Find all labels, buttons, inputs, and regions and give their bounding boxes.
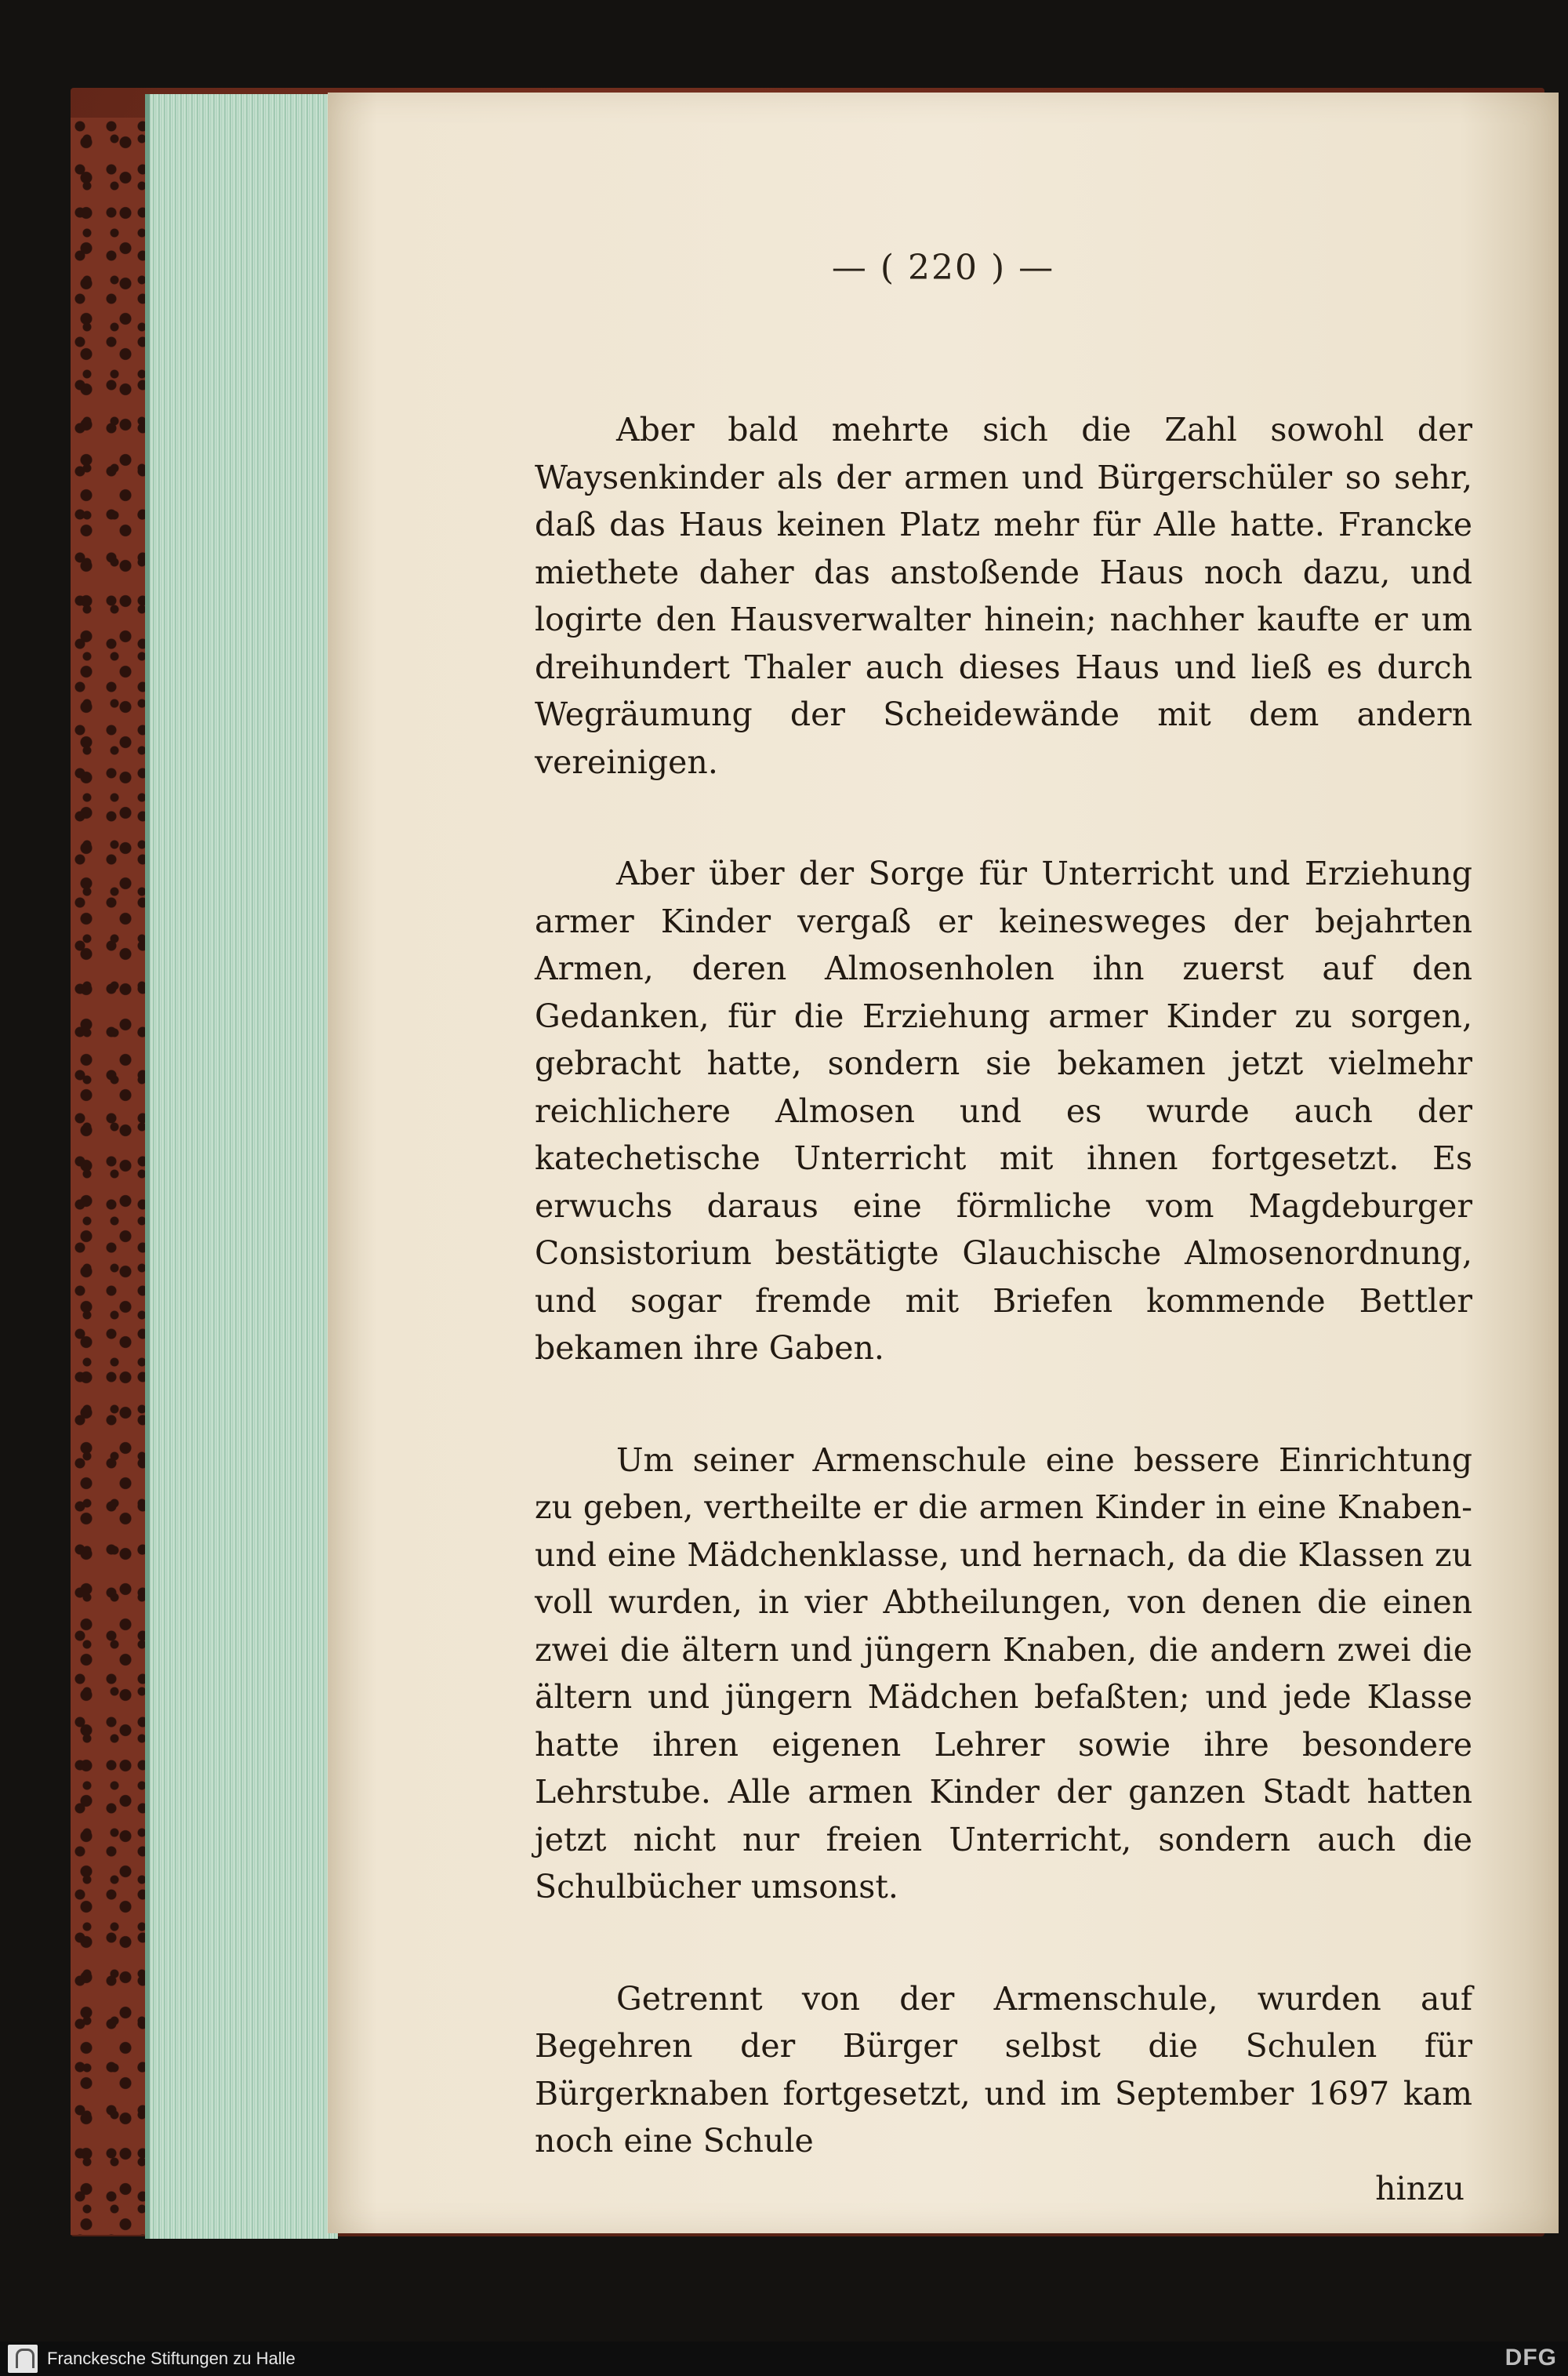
page-edges [145, 94, 338, 2239]
book-page [328, 93, 1559, 2233]
paragraph-4: Getrennt von der Armenschule, wurden auf Begehren der Bürger selbst die Schulen für Bürgerknaben fortgesetzt, und im September 1697 kam noch eine Schule [535, 1979, 1472, 2160]
marbled-cover-edge [71, 118, 145, 2235]
paragraph-3: Um seiner Armenschule eine bessere Einrichtung zu geben, vertheilte er die armen Kinder in eine Knaben- und eine Mädchenklasse, und hernach, da die Klassen zu voll wurden, in vier Abtheilungen, von denen die einen zwei die ältern und jüngern Knaben, die andern zwei die ältern und jüngern Mädchen befaßten; und jede Klasse hatte ihren eigenen Lehrer sowie ihre besondere Lehrstube. Alle armen Kinder der ganzen Stadt hatten jetzt nicht nur freien Unterricht, sondern auch die Schulbücher umsonst. [535, 1440, 1472, 1906]
catchword: hinzu [1375, 2169, 1465, 2207]
paragraph-1: Aber bald mehrte sich die Zahl sowohl der Waysenkinder als der armen und Bürgerschüler so sehr, daß das Haus keinen Platz mehr für Alle hatte. Francke miethete daher das anstoßende Haus noch dazu, und logirte den Hausverwalter hinein; nachher kaufte er um dreihundert Thaler auch dieses Haus und ließ es durch Wegräumung der Scheidewände mit dem andern vereinigen. [535, 411, 1472, 781]
paragraph-2: Aber über der Sorge für Unterricht und Erziehung armer Kinder vergaß er keinesweges der bejahrten Armen, deren Almosenholen ihn zuerst auf den Gedanken, für die Erziehung armer Kinder zu sorgen, gebracht hatte, sondern sie bekamen jetzt vielmehr reichlichere Almosen und es wurde auch der katechetische Unterricht mit ihnen fortgesetzt. Es erwuchs daraus eine förmliche vom Magdeburger Consistorium bestätigte Glauchische Almosenordnung, und sogar fremde mit Briefen kommende Bettler bekamen ihre Gaben. [535, 855, 1472, 1367]
institution-name: Franckesche Stiftungen zu Halle [47, 2349, 296, 2368]
institution-logo-icon [8, 2345, 38, 2373]
page-number: — ( 220 ) — [831, 248, 1055, 288]
text-block [535, 312, 1472, 2212]
dfg-brand: DFG [1504, 2345, 1557, 2371]
